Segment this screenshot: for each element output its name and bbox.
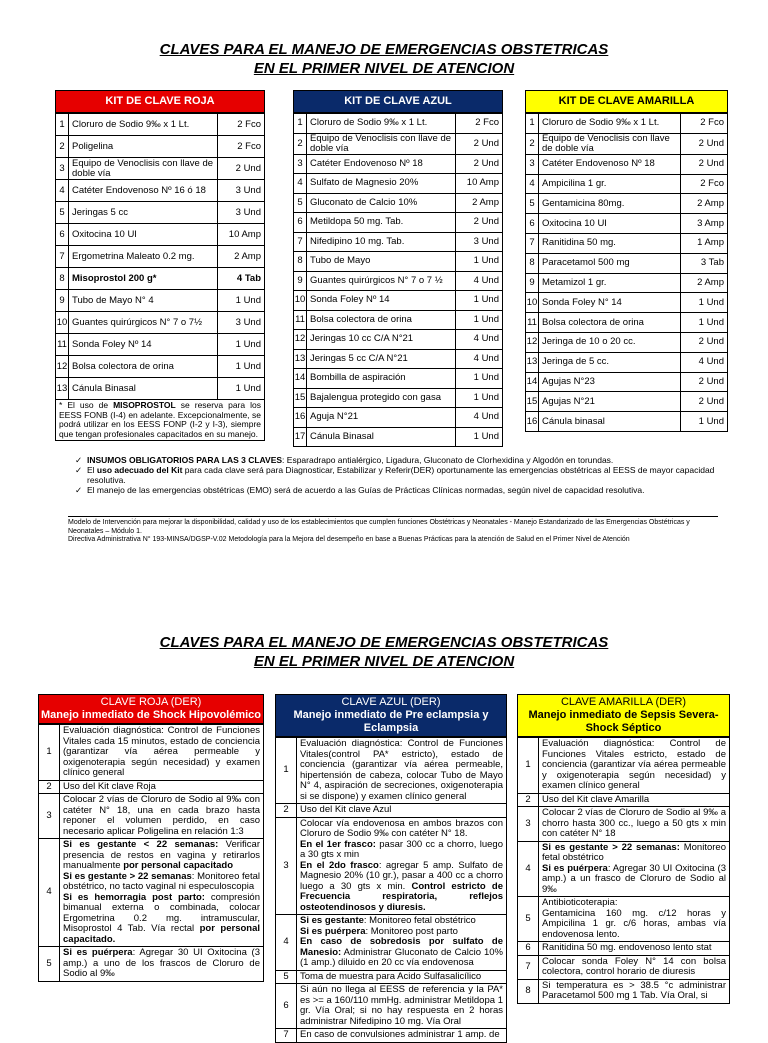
table-row [294,408,503,428]
table-row [518,793,730,807]
item-quantity: 4 Und [456,408,503,428]
row-number: 3 [56,158,69,180]
row-number: 3 [39,794,60,839]
step-text: Toma de muestra para Acido Sulfasalicílico [297,970,507,984]
row-number: 4 [294,174,307,194]
row-number: 6 [276,984,297,1029]
clave-amarilla [517,694,730,1004]
item-quantity: 1 Und [456,369,503,389]
item-name: Cloruro de Sodio 9‰ x 1 Lt. [69,114,218,136]
row-number: 7 [518,955,539,979]
table-row [56,180,265,202]
row-number: 1 [276,738,297,804]
divider [68,516,718,517]
row-number: 2 [39,780,60,794]
item-quantity: 2 Amp [218,246,265,268]
item-name: Tubo de Mayo [307,252,456,272]
item-quantity: 1 Und [218,290,265,312]
row-number: 5 [518,897,539,942]
row-number: 13 [294,349,307,369]
item-quantity: 2 Fco [456,114,503,134]
step-text: Antibioticoterapia: Gentamicina 160 mg. c/12 horas y Ampicilina 1 gr. c/6 horas, ambas vía endovenosa lento. [539,897,730,942]
item-name: Sulfato de Magnesio 20% [307,174,456,194]
table-row [56,356,265,378]
row-number: 13 [56,378,69,400]
item-quantity: 4 Und [456,330,503,350]
row-number: 11 [526,313,539,333]
table-row [294,114,503,134]
clave-roja-header: CLAVE ROJA (DER) Manejo inmediato de Shock Hipovolémico [38,694,264,724]
item-name: Bolsa colectora de orina [539,313,681,333]
bullet-item: ✓ El uso adecuado del Kit para cada clave será para Diagnosticar, Estabilizar y Referir(DER) oportunamente las emergencias obstétricas al EESS de mayor capacidad resolutiva. [75,465,715,485]
item-name: Jeringas 10 cc C/A N°21 [307,330,456,350]
item-name: Jeringas 5 cc [69,202,218,224]
row-number: 10 [294,291,307,311]
item-quantity: 3 Und [218,180,265,202]
footer-line-2: Directiva Administrativa N° 193-MINSA/DGSP-V.02 Metodología para la Mejora del desempeño en base a Buenas Prácticas para la atención de Salud en el Primer Nivel de Atención [68,536,630,543]
table-row [56,114,265,136]
item-name: Metildopa 50 mg. Tab. [307,213,456,233]
item-name: Cánula Binasal [307,427,456,447]
item-name: Cánula Binasal [69,378,218,400]
step-text: Uso del Kit clave Azul [297,804,507,818]
step-text: Si aún no llega al EESS de referencia y la PA* es >= a 160/110 mmHg. administrar Metildopa 1 gr. Vía Oral; si no hay respuesta en 2 horas administrar Nifedipino 10 mg. Vía Oral [297,984,507,1029]
item-name: Catéter Endovenoso Nº 16 ó 18 [69,180,218,202]
row-number: 3 [294,154,307,174]
row-number: 12 [526,332,539,352]
item-name: Catéter Endovenoso Nº 18 [539,154,681,174]
row-number: 8 [518,979,539,1003]
kit-roja-note: * El uso de MISOPROSTOL se reserva para los EESS FONB (I-4) en adelante. Excepcionalmente, se podrá utilizar en los EESS FONP (I-2 y I-3), siempre que tengan profesionales capacitados en su manejo. [55,400,265,441]
row-number: 4 [526,174,539,194]
item-quantity: 2 Fco [681,114,728,134]
table-row [526,372,728,392]
table-row [294,310,503,330]
table-row [294,154,503,174]
item-name: Equipo de Venoclisis con llave de doble vía [539,133,681,154]
table-row [294,427,503,447]
item-quantity: 1 Und [681,412,728,432]
bullet-item: ✓ El manejo de las emergencias obstétricas (EMO) será de acuerdo a las Guías de Prácticas Clínicas normadas, según nivel de capacidad resolutiva. [75,485,645,495]
title-line-1: CLAVES PARA EL MANEJO DE EMERGENCIAS OBSTETRICAS [159,41,609,58]
item-name: Agujas N°23 [539,372,681,392]
table-row [526,174,728,194]
item-name: Metamizol 1 gr. [539,273,681,293]
item-name: Gluconato de Calcio 10% [307,193,456,213]
item-name: Agujas N°21 [539,392,681,412]
row-number: 10 [56,312,69,334]
kit-roja [55,90,265,441]
item-quantity: 1 Und [218,334,265,356]
table-row [294,388,503,408]
row-number: 4 [276,915,297,971]
item-quantity: 2 Und [456,133,503,154]
kit-azul-table [293,113,503,447]
table-row [39,839,264,947]
item-quantity: 2 Und [681,154,728,174]
table-row [526,194,728,214]
item-name: Bolsa colectora de orina [307,310,456,330]
table-row [294,193,503,213]
item-quantity: 2 Und [681,133,728,154]
row-number: 9 [294,271,307,291]
table-row [518,942,730,956]
table-row [276,1029,507,1043]
row-number: 9 [56,290,69,312]
row-number: 7 [526,233,539,253]
row-number: 10 [526,293,539,313]
step-text: Evaluación diagnóstica: Control de Funciones Vitales cada 15 minutos, estado de conciencia (garantizar vía aérea permeable y oxigenoterapia según necesidad) y examen clínico general [60,725,264,781]
item-name: Oxitocina 10 UI [69,224,218,246]
step-text: Evaluación diagnóstica: Control de Funciones Vitales estricto, estado de conciencia (garantizar vía aérea permeable y oxigenoterapia según necesidad) y examen clínico general [539,738,730,794]
table-row [294,330,503,350]
table-row [56,290,265,312]
table-row [294,252,503,272]
table-row [526,352,728,372]
table-row [294,174,503,194]
item-name: Aguja N°21 [307,408,456,428]
title-line-2: EN EL PRIMER NIVEL DE ATENCION [253,653,515,670]
bullet-list [75,455,715,495]
title-line-1: CLAVES PARA EL MANEJO DE EMERGENCIAS OBSTETRICAS [159,634,609,651]
title-line-2: EN EL PRIMER NIVEL DE ATENCION [253,60,515,77]
table-row [276,738,507,804]
row-number: 3 [276,817,297,915]
item-quantity: 3 Tab [681,253,728,273]
item-quantity: 10 Amp [218,224,265,246]
item-quantity: 1 Und [218,378,265,400]
table-row [56,312,265,334]
row-number: 7 [276,1029,297,1043]
table-row [56,268,265,290]
row-number: 12 [56,356,69,378]
bullet-item: ✓ INSUMOS OBLIGATORIOS PARA LAS 3 CLAVES: Esparadrapo antialérgico, Ligadura, Gluconato de Clorhexidina y Algodón en torundas. [75,455,614,465]
item-quantity: 2 Amp [456,193,503,213]
row-number: 3 [518,807,539,842]
item-name: Jeringa de 10 o 20 cc. [539,332,681,352]
row-number: 7 [56,246,69,268]
table-row [526,392,728,412]
table-row [518,841,730,897]
check-icon: ✓ [75,455,83,465]
row-number: 2 [56,136,69,158]
item-name: Guantes quirúrgicos N° 7 o 7½ [69,312,218,334]
step-text: Uso del Kit clave Amarilla [539,793,730,807]
step-text: Si es gestante: Monitoreo fetal obstétrico Si es puérpera: Monitoreo post parto En caso de sobredosis por sulfato de Manesio: Administrar Gluconato de Calcio 10% (1 amp.) diluido en 20 cc vía endovenosa [297,915,507,971]
table-row [56,224,265,246]
item-quantity: 2 Und [681,392,728,412]
table-row [276,984,507,1029]
item-quantity: 1 Und [681,293,728,313]
step-text: Evaluación diagnóstica: Control de Funciones Vitales(control PA* estricto), estado de conciencia (garantizar vía aérea permeable, hipertensión de cabeza, colocar Tubo de Mayo N° 4, aspiración de secreciones, oxigenoterapia si se dispone) y examen clínico general [297,738,507,804]
page-title-1 [0,40,768,78]
row-number: 5 [276,970,297,984]
item-name: Jeringas 5 cc C/A N°21 [307,349,456,369]
item-name: Poligelina [69,136,218,158]
footer-line-1: Modelo de Intervención para mejorar la disponibilidad, calidad y uso de los establecimientos que cumplen funciones Obstétricas y Neonatales - Manejo Estandarizado de las Emergencias Obstétricas y Neonatales – Módulo 1. [68,519,690,535]
item-quantity: 1 Und [456,291,503,311]
item-name: Gentamicina 80mg. [539,194,681,214]
kit-azul [293,90,503,447]
clave-azul-table [275,737,507,1043]
item-quantity: 4 Tab [218,268,265,290]
item-quantity: 2 Und [681,332,728,352]
row-number: 3 [526,154,539,174]
clave-azul [275,694,507,1043]
row-number: 5 [39,947,60,982]
item-quantity: 3 Und [456,232,503,252]
item-name: Sonda Foley N° 14 [539,293,681,313]
row-number: 4 [56,180,69,202]
clave-amarilla-header: CLAVE AMARILLA (DER) Manejo inmediato de Sepsis Severa-Shock Séptico [517,694,730,737]
kit-amarilla [525,90,728,432]
item-quantity: 4 Und [456,349,503,369]
row-number: 7 [294,232,307,252]
row-number: 5 [294,193,307,213]
table-row [526,233,728,253]
item-quantity: 2 Und [456,213,503,233]
row-number: 16 [294,408,307,428]
row-number: 14 [294,369,307,389]
step-text: Si temperatura es > 38.5 °c administrar Paracetamol 500 mg 1 Tab. Vía Oral, si [539,979,730,1003]
kit-amarilla-table [525,113,728,432]
row-number: 9 [526,273,539,293]
row-number: 4 [518,841,539,897]
item-name: Cánula binasal [539,412,681,432]
row-number: 8 [526,253,539,273]
item-name: Oxitocina 10 UI [539,214,681,234]
item-name: Guantes quirúrgicos N° 7 o 7 ½ [307,271,456,291]
row-number: 4 [39,839,60,947]
item-quantity: 2 Fco [218,114,265,136]
table-row [56,378,265,400]
table-row [39,725,264,781]
item-quantity: 2 Fco [681,174,728,194]
table-row [276,804,507,818]
item-quantity: 1 Und [456,388,503,408]
step-text: Colocar 2 vías de Cloruro de Sodio al 9‰ con catéter N° 18, una en cada brazo hasta reponer el volumen perdido, en caso necesario aplicar Poligelina en relación 1:3 [60,794,264,839]
table-row [56,158,265,180]
item-quantity: 3 Amp [681,214,728,234]
table-row [39,947,264,982]
kit-azul-header: KIT DE CLAVE AZUL [293,90,503,113]
table-row [39,794,264,839]
row-number: 1 [294,114,307,134]
row-number: 6 [294,213,307,233]
step-text: Ranitidina 50 mg. endovenoso lento stat [539,942,730,956]
table-row [526,253,728,273]
table-row [294,213,503,233]
item-quantity: 2 Und [218,158,265,180]
item-name: Bajalengua protegido con gasa [307,388,456,408]
table-row [526,332,728,352]
table-row [56,246,265,268]
table-row [526,273,728,293]
row-number: 1 [39,725,60,781]
item-quantity: 10 Amp [456,174,503,194]
row-number: 2 [518,793,539,807]
item-name: Cloruro de Sodio 9‰ x 1 Lt. [307,114,456,134]
table-row [56,136,265,158]
item-quantity: 1 Und [456,252,503,272]
row-number: 17 [294,427,307,447]
row-number: 12 [294,330,307,350]
row-number: 6 [526,214,539,234]
step-text: Si es gestante > 22 semanas: Monitoreo fetal obstétrico Si es puérpera: Agregar 30 UI Oxitocina (3 amp.) a un frasco de Cloruro de Sodio al 9‰ [539,841,730,897]
table-row [518,897,730,942]
row-number: 11 [294,310,307,330]
row-number: 6 [518,942,539,956]
row-number: 2 [526,133,539,154]
step-text: Colocar 2 vías de Cloruro de Sodio al 9‰ a chorro hasta 300 cc., luego a 50 gts x min con catéter N° 18 [539,807,730,842]
row-number: 8 [56,268,69,290]
check-icon: ✓ [75,485,83,495]
item-quantity: 1 Und [681,313,728,333]
step-text: Colocar sonda Foley N° 14 con bolsa colectora, control horario de diuresis [539,955,730,979]
item-quantity: 2 Amp [681,273,728,293]
row-number: 6 [56,224,69,246]
item-name: Bolsa colectora de orina [69,356,218,378]
table-row [526,293,728,313]
row-number: 8 [294,252,307,272]
item-quantity: 4 Und [681,352,728,372]
item-quantity: 1 Und [456,310,503,330]
table-row [294,133,503,154]
item-name: Bombilla de aspiración [307,369,456,389]
item-name: Sonda Foley Nº 14 [307,291,456,311]
table-row [526,133,728,154]
item-name: Nifedipino 10 mg. Tab. [307,232,456,252]
item-quantity: 2 Fco [218,136,265,158]
table-row [518,738,730,794]
row-number: 2 [276,804,297,818]
item-name: Paracetamol 500 mg [539,253,681,273]
item-quantity: 2 Und [681,372,728,392]
item-name: Ergometrina Maleato 0.2 mg. [69,246,218,268]
item-name: Ampicilina 1 gr. [539,174,681,194]
row-number: 5 [56,202,69,224]
row-number: 1 [518,738,539,794]
item-name: Tubo de Mayo N° 4 [69,290,218,312]
table-row [526,154,728,174]
table-row [526,214,728,234]
item-quantity: 1 Und [218,356,265,378]
table-row [526,114,728,134]
row-number: 5 [526,194,539,214]
table-row [526,313,728,333]
item-quantity: 4 Und [456,271,503,291]
step-text: Si es puérpera: Agregar 30 UI Oxitocina (3 amp.) a uno de los frascos de Cloruro de Sodio al 9‰ [60,947,264,982]
row-number: 2 [294,133,307,154]
item-quantity: 1 Amp [681,233,728,253]
step-text: En caso de convulsiones administrar 1 amp. de [297,1029,507,1043]
item-name: Sonda Foley Nº 14 [69,334,218,356]
kit-amarilla-header: KIT DE CLAVE AMARILLA [525,90,728,113]
kit-roja-header: KIT DE CLAVE ROJA [55,90,265,113]
row-number: 15 [526,392,539,412]
table-row [294,349,503,369]
clave-amarilla-table [517,737,730,1004]
page-title-2 [0,633,768,671]
item-name: Catéter Endovenoso Nº 18 [307,154,456,174]
item-name: Cloruro de Sodio 9‰ x 1 Lt. [539,114,681,134]
table-row [39,780,264,794]
table-row [276,970,507,984]
row-number: 14 [526,372,539,392]
clave-roja [38,694,264,982]
step-text: Colocar vía endovenosa en ambos brazos con Cloruro de Sodio 9‰ con catéter N° 18. En el 1er frasco: pasar 300 cc a chorro, luego a 30 gts x min En el 2do frasco: agregar 5 amp. Sulfato de Magnesio 20% (10 gr.), pasar a 400 cc a chorro luego a 30 gts x min. Control estricto de Frecuencia respiratoria, reflejos osteotendinosos y diuresis. [297,817,507,915]
item-name: Equipo de Venoclisis con llave de doble vía [69,158,218,180]
table-row [518,955,730,979]
row-number: 11 [56,334,69,356]
table-row [294,232,503,252]
row-number: 13 [526,352,539,372]
footer [68,519,718,545]
table-row [518,979,730,1003]
table-row [526,412,728,432]
row-number: 1 [526,114,539,134]
table-row [518,807,730,842]
item-quantity: 1 Und [456,427,503,447]
clave-roja-table [38,724,264,982]
clave-azul-header: CLAVE AZUL (DER) Manejo inmediato de Pre eclampsia y Eclampsia [275,694,507,737]
step-text: Uso del Kit clave Roja [60,780,264,794]
item-quantity: 3 Und [218,202,265,224]
table-row [294,369,503,389]
row-number: 15 [294,388,307,408]
item-name: Jeringa de 5 cc. [539,352,681,372]
check-icon: ✓ [75,465,83,475]
table-row [56,334,265,356]
table-row [294,271,503,291]
table-row [56,202,265,224]
table-row [276,817,507,915]
step-text: Si es gestante < 22 semanas: Verificar presencia de restos en vagina y retirarlos manualmente por personal capacitado Si es gestante > 22 semanas: Monitoreo fetal obstétrico, no tacto vaginal ni especuloscopia Si es hemorragia post parto: compresión bimanual externa o combinada, colocar Ergometrina 0.2 mg. intramuscular, Misoprostol 4 Tab. Vía rectal por personal capacitado. [60,839,264,947]
row-number: 16 [526,412,539,432]
table-row [294,291,503,311]
table-row [276,915,507,971]
item-quantity: 2 Amp [681,194,728,214]
item-quantity: 2 Und [456,154,503,174]
kit-roja-table [55,113,265,400]
item-name: Ranitidina 50 mg. [539,233,681,253]
item-name: Equipo de Venoclisis con llave de doble vía [307,133,456,154]
item-name: Misoprostol 200 g* [69,268,218,290]
item-quantity: 3 Und [218,312,265,334]
row-number: 1 [56,114,69,136]
